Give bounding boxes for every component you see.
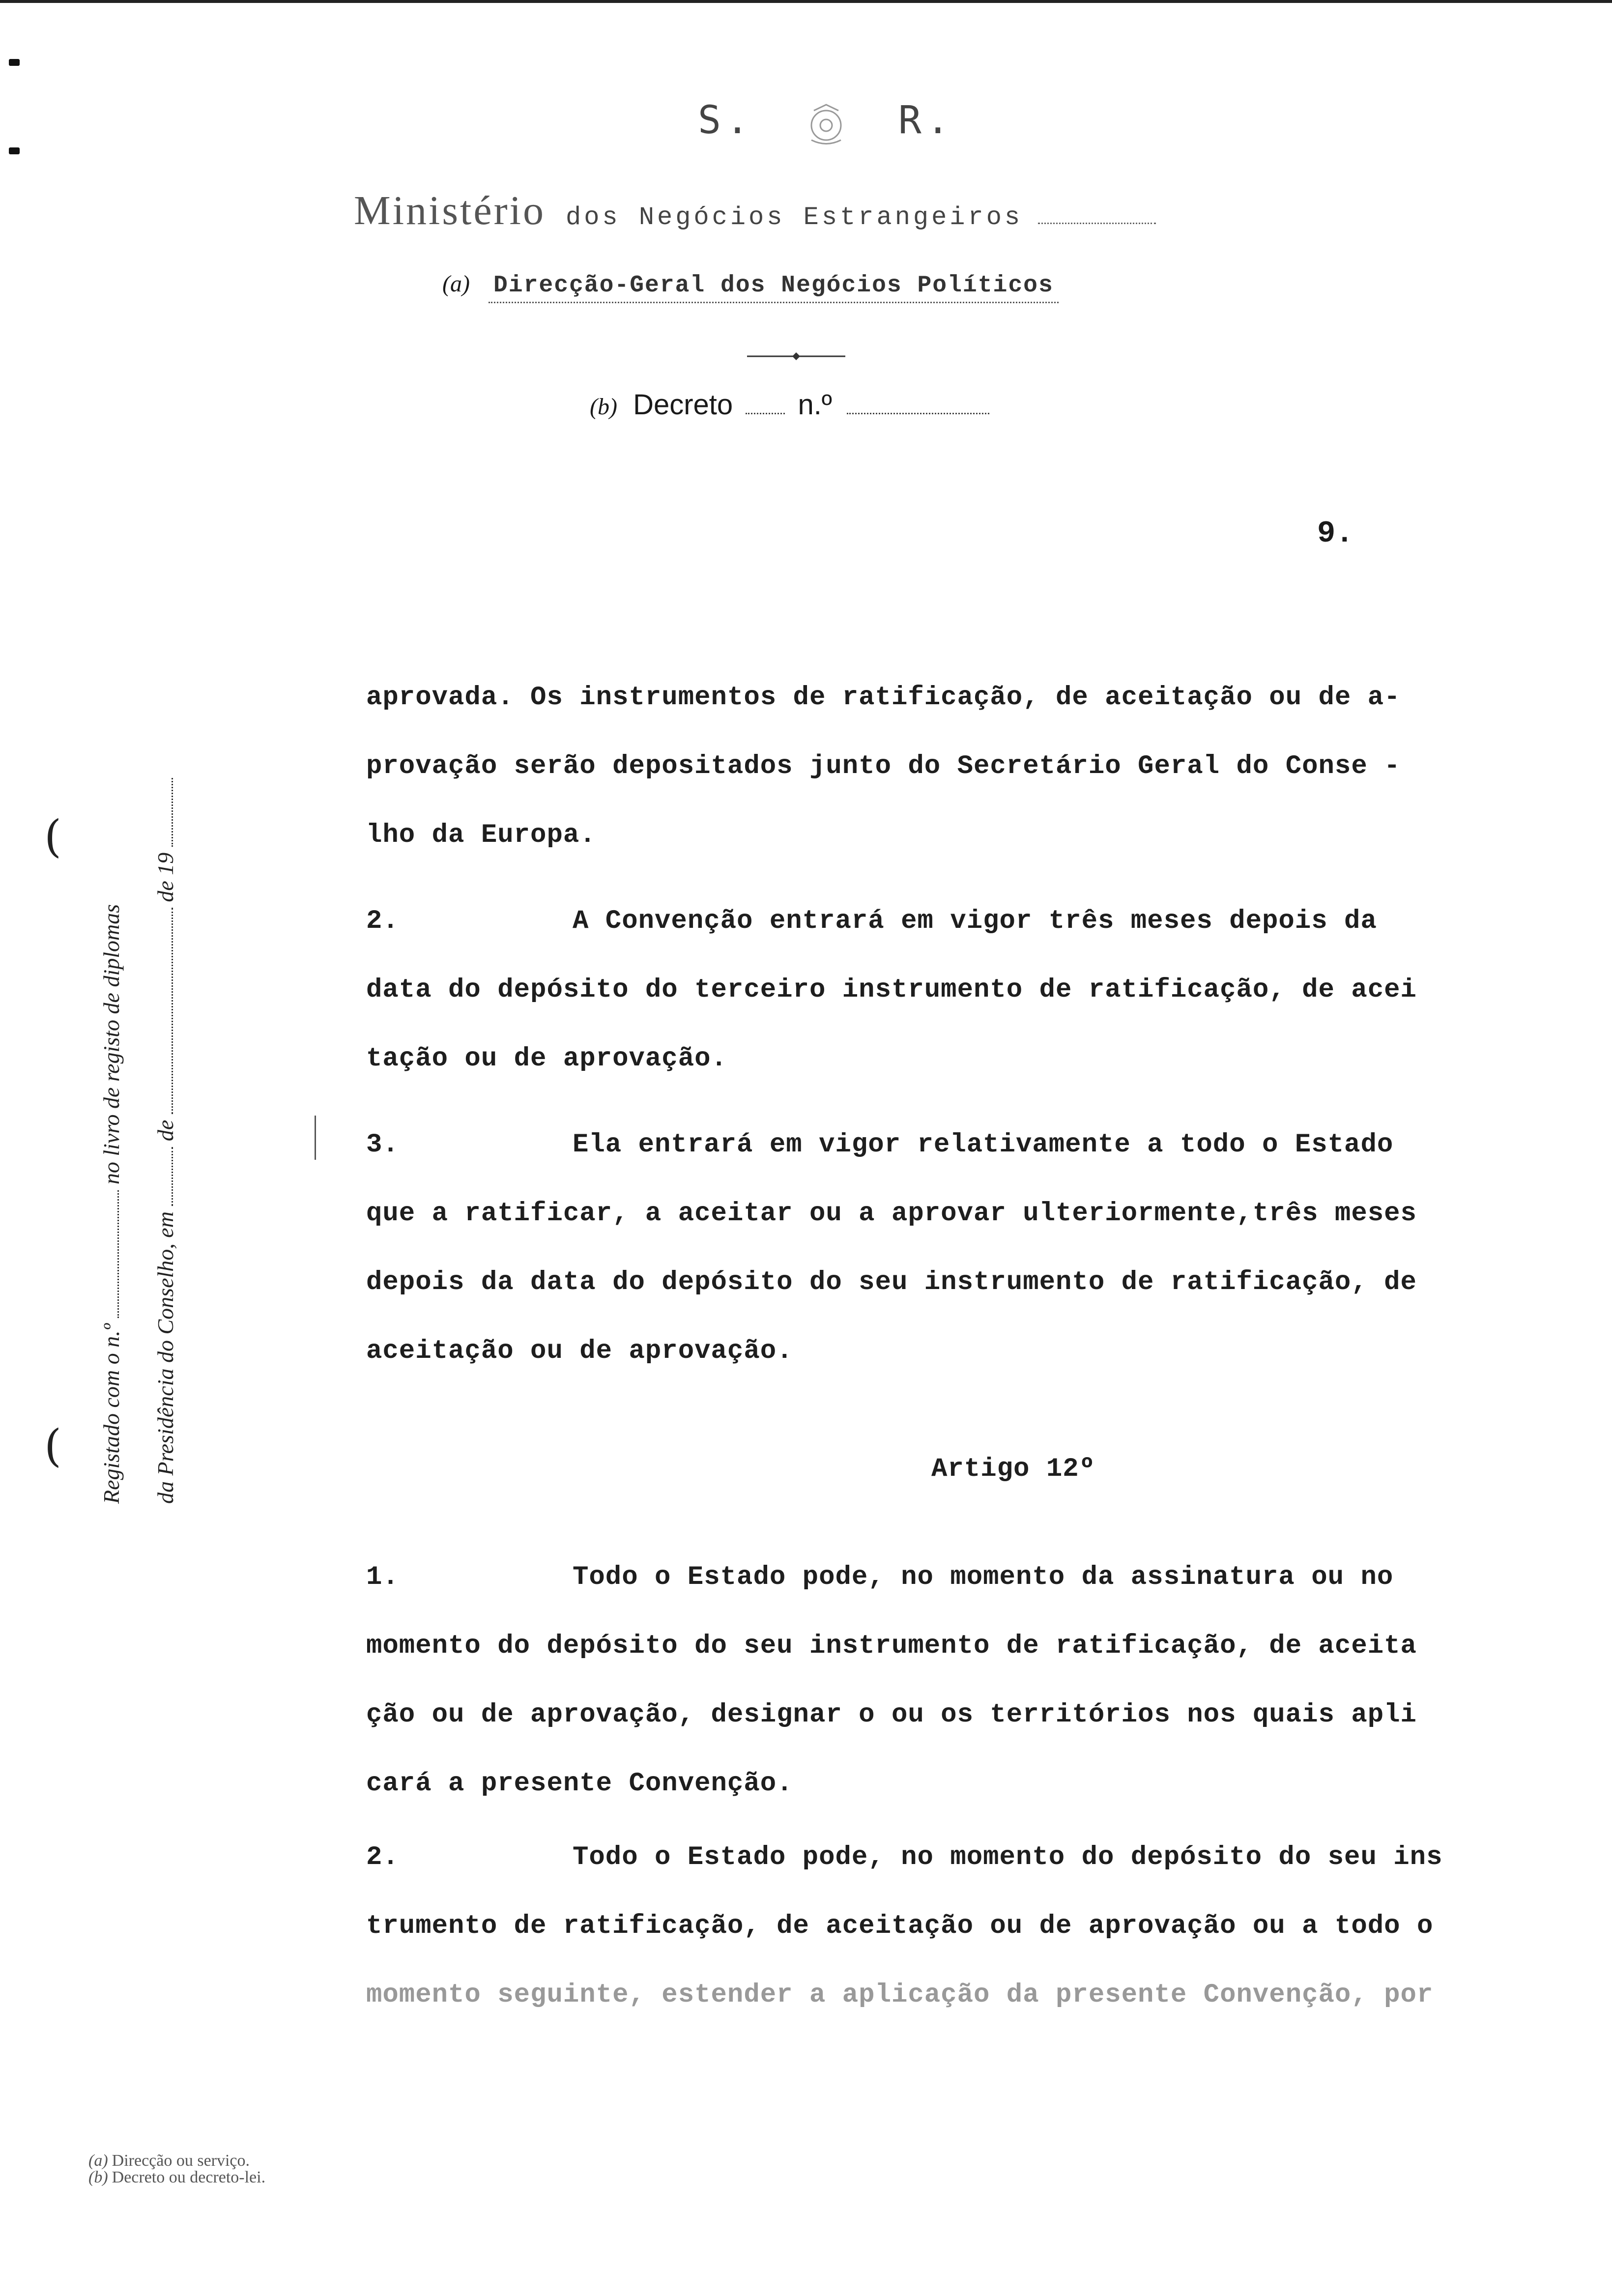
dotted-rule	[1038, 223, 1156, 224]
top-border	[0, 0, 1612, 3]
ministry-line	[354, 187, 1156, 234]
coat-of-arms-icon	[797, 101, 856, 145]
text-line: trumento de ratificação, de aceitação ou de aprovação ou a todo o	[366, 1911, 1434, 1941]
registration-line-1	[98, 904, 124, 1504]
presidency-label: da Presidência do Conselho, em	[153, 1211, 178, 1504]
article-paragraph-2-first-line	[366, 1833, 1546, 1902]
text-line: provação serão depositados junto do Secretário Geral do Conse -	[366, 751, 1401, 781]
margin-bracket: (	[44, 1420, 62, 1472]
text-line: Todo o Estado pode, no momento da assinatura ou no	[573, 1562, 1394, 1592]
text-line: A Convenção entrará em vigor três meses depois da	[573, 906, 1377, 936]
decree-number-blank	[847, 393, 989, 414]
page-number: 9.	[1317, 516, 1354, 551]
article-heading: Artigo 12º	[931, 1454, 1096, 1484]
ornamental-divider	[747, 349, 845, 364]
footnote-b	[88, 2169, 265, 2186]
margin-bracket: (	[44, 811, 62, 862]
initial-right: R.	[898, 98, 954, 143]
dotted-blank	[158, 1147, 173, 1206]
text-line: aprovada. Os instrumentos de ratificação, de aceitação ou de a-	[366, 683, 1401, 713]
pen-stroke	[315, 1116, 316, 1160]
paragraph-number: 2.	[366, 1842, 399, 1872]
ministry-label: Ministério	[354, 188, 546, 233]
footnote-text: Direcção ou serviço.	[112, 2152, 250, 2170]
direction-tag: (a)	[442, 271, 470, 297]
footnote-tag: (b)	[88, 2168, 108, 2186]
text-line: depois da data do depósito do seu instrumento de ratificação, de	[366, 1267, 1417, 1297]
text-line: lho da Europa.	[366, 820, 596, 850]
text-line: momento seguinte, estender a aplicação da presente Convenção, por	[366, 1980, 1434, 2010]
text-line: aceitação ou de aprovação.	[366, 1336, 793, 1366]
republic-initials	[698, 98, 954, 145]
text-line: tação ou de aprovação.	[366, 1044, 727, 1074]
direction-name: Direcção-Geral dos Negócios Políticos	[489, 272, 1059, 303]
date-de-label: de	[153, 1119, 178, 1142]
paragraph-number: 2.	[366, 906, 399, 936]
dotted-blank	[158, 778, 173, 847]
footnote-tag: (a)	[88, 2152, 108, 2170]
text-line: ção ou de aprovação, designar o ou os territórios nos quais apli	[366, 1700, 1417, 1730]
decree-line	[590, 388, 989, 421]
footnotes	[88, 2152, 265, 2186]
text-line: Ela entrará em vigor relativamente a todo o Estado	[573, 1130, 1394, 1160]
decree-label: Decreto	[633, 389, 733, 421]
article-paragraph-1-first-line	[366, 1553, 1546, 1622]
direction-line	[442, 270, 1059, 299]
text-line: momento do depósito do seu instrumento de ratificação, de aceita	[366, 1631, 1417, 1661]
text-line: cará a presente Convenção.	[366, 1769, 793, 1799]
registration-margin	[79, 609, 192, 1504]
document-body	[366, 673, 1546, 2039]
dotted-blank	[158, 908, 173, 1114]
ministry-name: dos Negócios Estrangeiros	[566, 203, 1023, 232]
dotted-blank	[104, 1190, 119, 1318]
decree-blank	[746, 393, 785, 414]
initial-left: S.	[698, 98, 754, 143]
text-line: data do depósito do terceiro instrumento de ratificação, de acei	[366, 975, 1417, 1005]
text-line: Todo o Estado pode, no momento do depósito do seu ins	[573, 1842, 1443, 1872]
scan-edge-mark	[9, 59, 20, 66]
decree-tag: (b)	[590, 394, 617, 420]
footnote-text: Decreto ou decreto-lei.	[112, 2168, 266, 2186]
paragraph-number: 1.	[366, 1562, 399, 1592]
paragraph-2-first-line	[366, 897, 1546, 966]
scan-edge-mark	[9, 147, 20, 154]
registration-line-2	[152, 778, 178, 1504]
text-line: que a ratificar, a aceitar ou a aprovar ulteriormente,três meses	[366, 1199, 1417, 1229]
registration-label: Registado com o n.º	[99, 1323, 124, 1504]
year-label: de 19	[153, 852, 178, 902]
paragraph-3-first-line	[366, 1120, 1546, 1189]
registry-book-label: no livro de registo de diplomas	[99, 904, 124, 1185]
decree-number-label: n.º	[798, 389, 832, 421]
paragraph-number: 3.	[366, 1130, 399, 1160]
footnote-a	[88, 2152, 265, 2169]
